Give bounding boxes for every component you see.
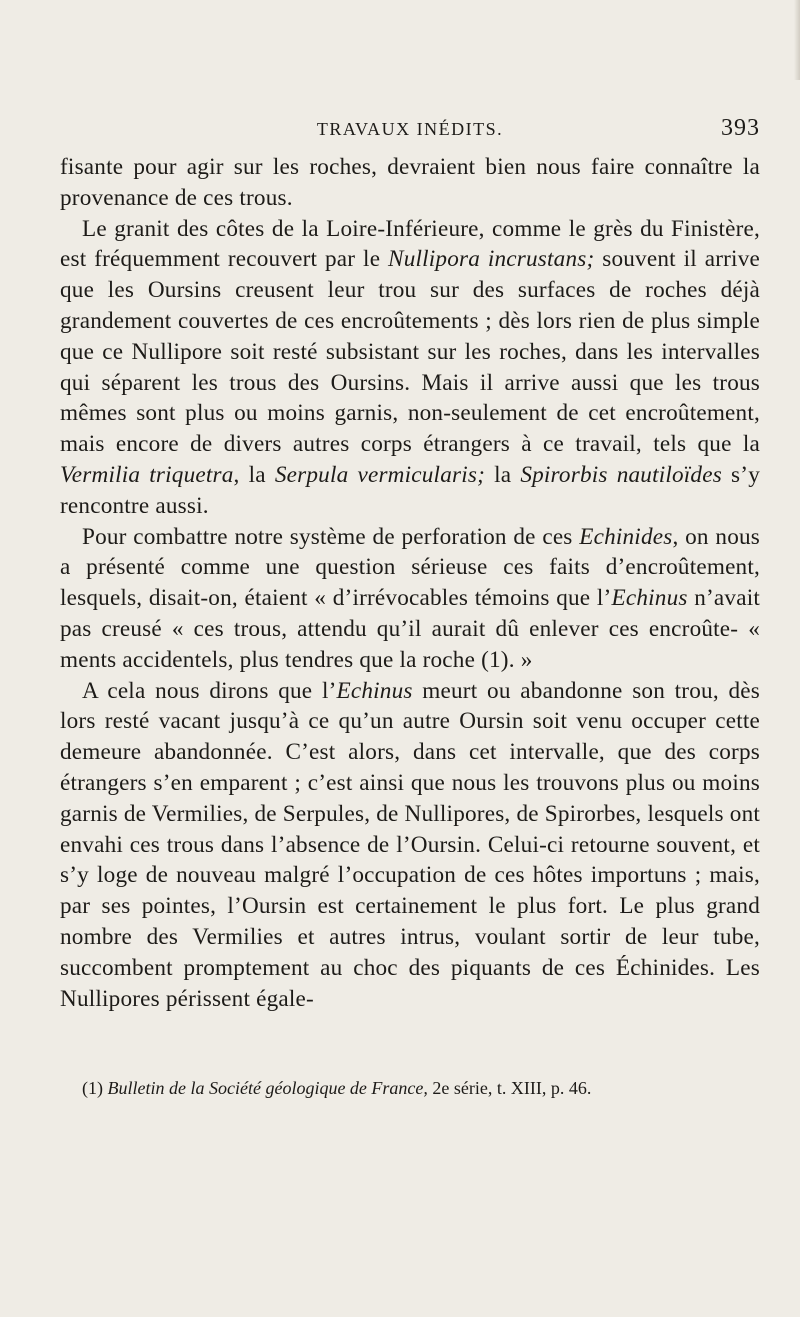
- paragraph-4-text-2: meurt ou abandonne son trou, dès lors resté vacant jusqu’à ce qu’un autre Oursin soit venu occuper cette demeure abandonnée. C’est alors, dans cet intervalle, que des corps étrangers s’en emparent ; c’est ainsi que nous les trouvons plus ou moins garnis de Vermilies, de Serpules, de Nullipores, de Spirorbes, lesquels ont envahi ces trous dans l’absence de l’Oursin. Celui-ci retourne souvent, et s’y loge de nouveau malgré l’occupation de ces hôtes importuns ; mais, par ses pointes, l’Oursin est certainement le plus fort. Le plus grand nombre des Vermilies et autres intrus, voulant sortir de leur tube, succombent promptement au choc des piquants de ces Échinides. Les Nullipores périssent égale-: [60, 677, 760, 1012]
- species-spirorbis-nautiloides: Spirorbis nautiloïdes: [520, 461, 722, 488]
- running-head: TRAVAUX INÉDITS.: [316, 119, 504, 139]
- paragraph-2-text-4: la: [485, 461, 521, 488]
- species-vermilia-triquetra: Vermilia triquetra: [60, 461, 234, 488]
- paragraph-1: [60, 152, 760, 214]
- paragraph-3-text-3: n’avait pas creusé « ces trous, attendu qu’il aurait dû enlever ces encroûte- « ments accidentels, plus tendres que la roche (1). »: [60, 585, 760, 673]
- footnote-number: (1): [82, 1078, 103, 1098]
- page-number: 393: [721, 115, 760, 141]
- term-echinus: Echinus: [336, 677, 413, 704]
- paragraph-2-text-3: , la: [233, 461, 275, 488]
- term-echinides: Echinides: [579, 523, 673, 550]
- term-echinus: Echinus: [611, 585, 688, 612]
- body-text: [60, 152, 760, 1014]
- footnote-title: Bulletin de la Société géologique de France,: [107, 1078, 428, 1098]
- footnote: [60, 1077, 760, 1099]
- species-serpula-vermicularis: Serpula vermicularis;: [274, 461, 485, 488]
- paragraph-3-text-1: Pour combattre notre système de perforation de ces: [82, 523, 580, 550]
- scan-edge-shadow: [794, 0, 800, 80]
- paragraph-4-text-1: A cela nous dirons que l’: [82, 677, 337, 704]
- paragraph-2-text-5: s’y rencontre aussi.: [60, 461, 760, 519]
- paragraph-2-text-2: souvent il arrive que les Oursins creusent leur trou sur des surfaces de roches déjà grandement couvertes de ces encroûtements ; dès lors rien de plus simple que ce Nullipore soit resté subsistant sur les roches, dans les intervalles qui séparent les trous des Oursins. Mais il arrive aussi que les trous mêmes sont plus ou moins garnis, non-seulement de cet encroûtement, mais encore de divers autres corps étrangers à ce travail, tels que la: [60, 246, 760, 458]
- paragraph-2-text-1: Le granit des côtes de la Loire-Inférieure, comme le grès du Finistère, est fréquemment recouvert par le: [60, 215, 760, 273]
- paragraph-4: [60, 676, 760, 1015]
- paragraph-1-text: fisante pour agir sur les roches, devraient bien nous faire connaître la provenance de ces trous.: [60, 154, 760, 211]
- footnote-rest: 2e série, t. XIII, p. 46.: [427, 1078, 592, 1098]
- paragraph-3-text-2: , on nous a présenté comme une question sérieuse ces faits d’encroûtement, lesquels, disait-on, étaient « d’irrévocables témoins que l’: [60, 523, 760, 612]
- page-header: [60, 116, 760, 146]
- paragraph-3: [60, 522, 760, 676]
- species-nullipora-incrustans: Nullipora incrustans;: [388, 246, 595, 273]
- paragraph-2: [60, 214, 760, 522]
